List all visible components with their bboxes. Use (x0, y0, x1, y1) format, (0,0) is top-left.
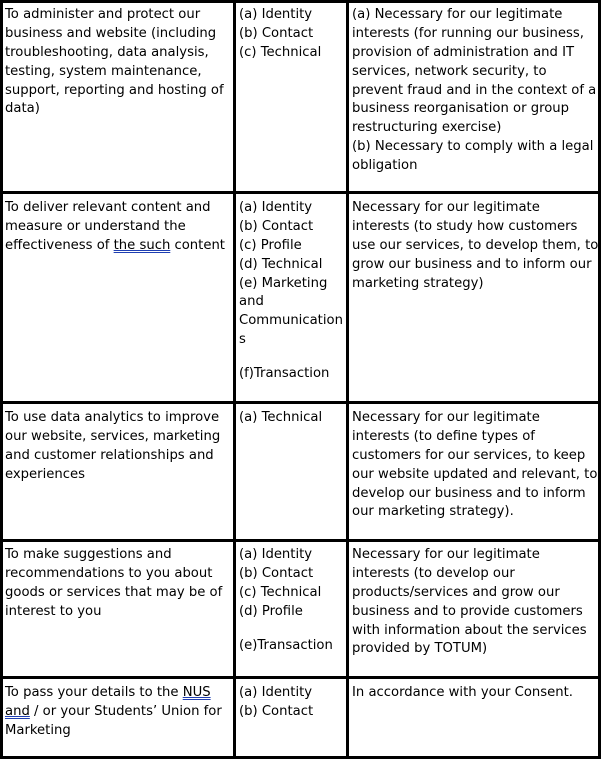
text-line: (e) Marketing (239, 275, 328, 291)
text-line: our website updated and relevant, to (352, 466, 598, 482)
data-type-cell (239, 409, 322, 428)
purpose-cell (5, 199, 225, 256)
text-line (5, 237, 225, 256)
text-line: provided by TOTUM) (352, 641, 488, 657)
purpose-cell (5, 409, 220, 485)
text-line: with information about the services (352, 622, 587, 638)
text-line: s (239, 332, 246, 348)
purpose-cell (5, 684, 222, 741)
purpose-cell (5, 546, 222, 622)
column-border (233, 0, 236, 759)
lawful-basis-cell (352, 684, 573, 703)
text-line: (c) Profile (239, 237, 302, 253)
text-line: obligation (352, 158, 418, 174)
text-line: To deliver relevant content and (5, 200, 211, 215)
lawful-basis-cell (352, 546, 587, 659)
text-line: our website, services, marketing (5, 428, 221, 444)
text-line: business and website (including (5, 25, 217, 41)
text-line: business reorganisation or group (352, 101, 570, 117)
text-line: restructuring exercise) (352, 120, 502, 136)
text-line: (d) Technical (239, 256, 323, 272)
column-border-left (0, 0, 3, 759)
text-line: (b) Contact (239, 25, 314, 41)
text-fragment: To pass your details to the (5, 685, 183, 700)
lawful-basis-cell (352, 6, 596, 176)
text-line: (a) Identity (239, 7, 313, 22)
text-fragment: content (170, 237, 225, 253)
text-line: To use data analytics to improve (5, 410, 220, 425)
row-border (0, 539, 601, 542)
text-line: interests (to develop our (352, 565, 515, 581)
text-line: and customer relationships and (5, 447, 214, 463)
underlined-text: NUS (182, 685, 211, 700)
underlined-text: and (5, 703, 30, 719)
text-line: Necessary for our legitimate (352, 547, 540, 562)
text-line: Communication (239, 313, 343, 329)
text-line: data) (5, 101, 40, 117)
text-line: Marketing (5, 722, 71, 738)
text-line: use our services, to develop them, to (352, 237, 599, 253)
row-border (0, 401, 601, 404)
text-line: customers for our services, to keep (352, 447, 586, 463)
text-line: goods or services that may be of (5, 584, 223, 600)
text-line: To make suggestions and (5, 547, 172, 562)
underlined-text: the such (113, 237, 171, 253)
text-line: In accordance with your Consent. (352, 685, 573, 700)
text-line: (b) Contact (239, 703, 314, 719)
text-line: develop our business and to inform (352, 485, 586, 501)
text-line: (a) Necessary for our legitimate (352, 7, 563, 22)
text-line: measure or understand the (5, 218, 186, 234)
data-type-cell (239, 199, 343, 384)
text-line: (a) Technical (239, 410, 323, 425)
spacer (239, 622, 333, 637)
text-line: To administer and protect our (5, 7, 201, 22)
text-line: support, reporting and hosting of (5, 82, 224, 98)
text-line: troubleshooting, data analysis, (5, 44, 209, 60)
text-line: Necessary for our legitimate (352, 200, 540, 215)
text-line: services, network security, to (352, 63, 547, 79)
text-line: interests (for running our business, (352, 25, 584, 41)
text-line: and (239, 294, 264, 310)
row-border (0, 191, 601, 194)
text-line: (a) Identity (239, 685, 313, 700)
text-line: (a) Identity (239, 200, 313, 215)
column-border (346, 0, 349, 759)
text-line: interests (to define types of (352, 428, 535, 444)
text-line (5, 684, 222, 703)
text-fragment: / or your Students’ Union for (29, 703, 222, 719)
data-type-cell (239, 6, 321, 63)
text-fragment: effectiveness of (5, 237, 114, 253)
text-line: (b) Contact (239, 218, 314, 234)
text-line: recommendations to you about (5, 565, 213, 581)
row-border-top (0, 0, 601, 3)
lawful-basis-cell (352, 199, 598, 293)
text-line: (d) Profile (239, 603, 303, 619)
text-line: experiences (5, 466, 85, 482)
text-line: prevent fraud and in the context of a (352, 82, 597, 98)
purpose-cell (5, 6, 224, 119)
row-border (0, 676, 601, 679)
text-line: interests (to study how customers (352, 218, 578, 234)
lawful-basis-cell (352, 409, 597, 522)
text-line: grow our business and to inform our (352, 256, 592, 272)
text-line: testing, system maintenance, (5, 63, 202, 79)
data-type-cell (239, 684, 313, 722)
text-line: our marketing strategy). (352, 504, 514, 520)
text-line: Necessary for our legitimate (352, 410, 540, 425)
text-line: (b) Contact (239, 565, 314, 581)
text-line: products/services and grow our (352, 584, 560, 600)
text-line (5, 703, 222, 722)
text-line: interest to you (5, 603, 102, 619)
text-line: (b) Necessary to comply with a legal (352, 139, 594, 155)
text-line: business and to provide customers (352, 603, 583, 619)
text-line: provision of administration and IT (352, 44, 575, 60)
text-line: marketing strategy) (352, 275, 484, 291)
text-line: (f)Transaction (239, 366, 330, 382)
text-line: (c) Technical (239, 44, 322, 60)
spacer (239, 350, 343, 365)
text-line: (c) Technical (239, 584, 322, 600)
text-line: (e)Transaction (239, 637, 333, 653)
text-line: (a) Identity (239, 547, 313, 562)
data-type-cell (239, 546, 333, 655)
